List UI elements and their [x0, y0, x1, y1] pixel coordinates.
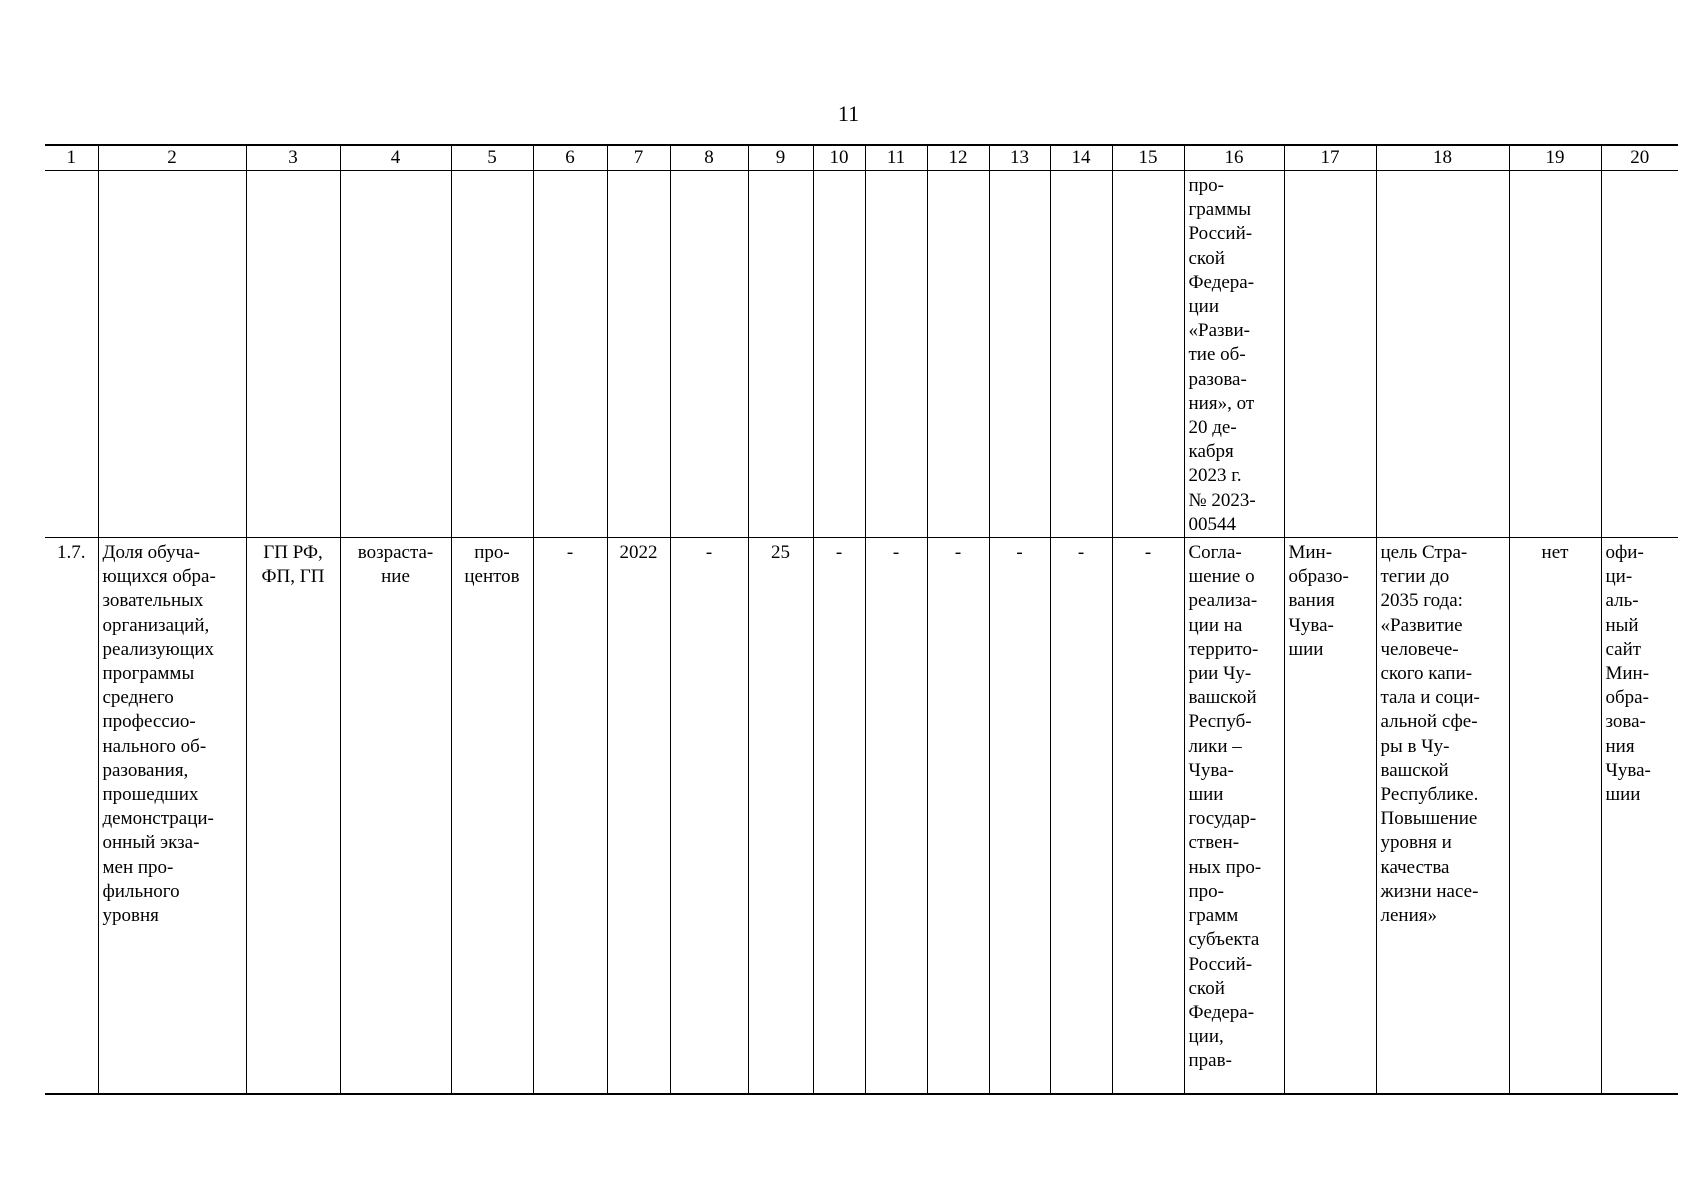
column-header: 8 [670, 145, 748, 171]
table-cell [246, 171, 340, 538]
column-header: 4 [340, 145, 451, 171]
column-header: 1 [45, 145, 98, 171]
responsible-cell: Мин- образо- вания Чува- шии [1284, 538, 1376, 1095]
value-cell: - [670, 538, 748, 1095]
column-header: 2 [98, 145, 246, 171]
row-number-cell: 1.7. [45, 538, 98, 1095]
table-cell [1050, 171, 1112, 538]
column-number-row [45, 145, 1678, 171]
basis-document-cell: Согла- шение о реализа- ции на террито- рии Чу- вашской Респуб- лики – Чува- шии государ- ствен- ных про- про- грамм субъекта Россий- ской Федера- ции, прав- [1184, 538, 1284, 1095]
trend-cell: возраста- ние [340, 538, 451, 1095]
value-cell: - [927, 538, 989, 1095]
base-value-cell: - [533, 538, 607, 1095]
table-cell [1112, 171, 1184, 538]
table-cell [533, 171, 607, 538]
basis-document-cell: про- граммы Россий- ской Федера- ции «Разви- тие об- разова- ния», от 20 де- кабря 2023 г. № 2023- 00544 [1184, 171, 1284, 538]
column-header: 17 [1284, 145, 1376, 171]
flag-cell: нет [1509, 538, 1601, 1095]
value-cell: - [865, 538, 927, 1095]
table-cell [813, 171, 865, 538]
column-header: 19 [1509, 145, 1601, 171]
indicator-name-cell: Доля обуча- ющихся обра- зовательных организаций, реализующих программы среднего профессио- нального об- разования, прошедших демонстраци- онный экза- мен про- фильного уровня [98, 538, 246, 1095]
column-header: 9 [748, 145, 813, 171]
value-cell: 25 [748, 538, 813, 1095]
value-cell: - [1112, 538, 1184, 1095]
page-number: 11 [837, 101, 860, 126]
information-system-cell: офи- ци- аль- ный сайт Мин- обра- зова- ния Чува- шии [1601, 538, 1678, 1095]
table-cell [45, 171, 98, 538]
column-header: 16 [1184, 145, 1284, 171]
value-cell: - [813, 538, 865, 1095]
column-header: 10 [813, 145, 865, 171]
column-header: 5 [451, 145, 533, 171]
table-cell [670, 171, 748, 538]
strategic-goal-cell: цель Стра- тегии до 2035 года: «Развитие человече- ского капи- тала и соци- альной сфе- ры в Чу- вашской Республике. Повышение уровня и качества жизни насе- ления» [1376, 538, 1509, 1095]
table-cell [607, 171, 670, 538]
column-header: 6 [533, 145, 607, 171]
table-row [45, 538, 1678, 1095]
table-cell [865, 171, 927, 538]
column-header: 15 [1112, 145, 1184, 171]
column-header: 13 [989, 145, 1050, 171]
table-cell [340, 171, 451, 538]
base-year-cell: 2022 [607, 538, 670, 1095]
table-cell [1284, 171, 1376, 538]
indicator-level-cell: ГП РФ, ФП, ГП [246, 538, 340, 1095]
table-cell [927, 171, 989, 538]
column-header: 11 [865, 145, 927, 171]
value-cell: - [989, 538, 1050, 1095]
column-header: 12 [927, 145, 989, 171]
table-cell [1509, 171, 1601, 538]
column-header: 20 [1601, 145, 1678, 171]
indicator-table [45, 144, 1678, 1095]
table-cell [748, 171, 813, 538]
unit-cell: про- центов [451, 538, 533, 1095]
column-header: 7 [607, 145, 670, 171]
continuation-row [45, 171, 1678, 538]
column-header: 18 [1376, 145, 1509, 171]
column-header: 14 [1050, 145, 1112, 171]
value-cell: - [1050, 538, 1112, 1095]
table-cell [989, 171, 1050, 538]
table-cell [98, 171, 246, 538]
table-cell [1376, 171, 1509, 538]
table-cell [451, 171, 533, 538]
table-cell [1601, 171, 1678, 538]
column-header: 3 [246, 145, 340, 171]
